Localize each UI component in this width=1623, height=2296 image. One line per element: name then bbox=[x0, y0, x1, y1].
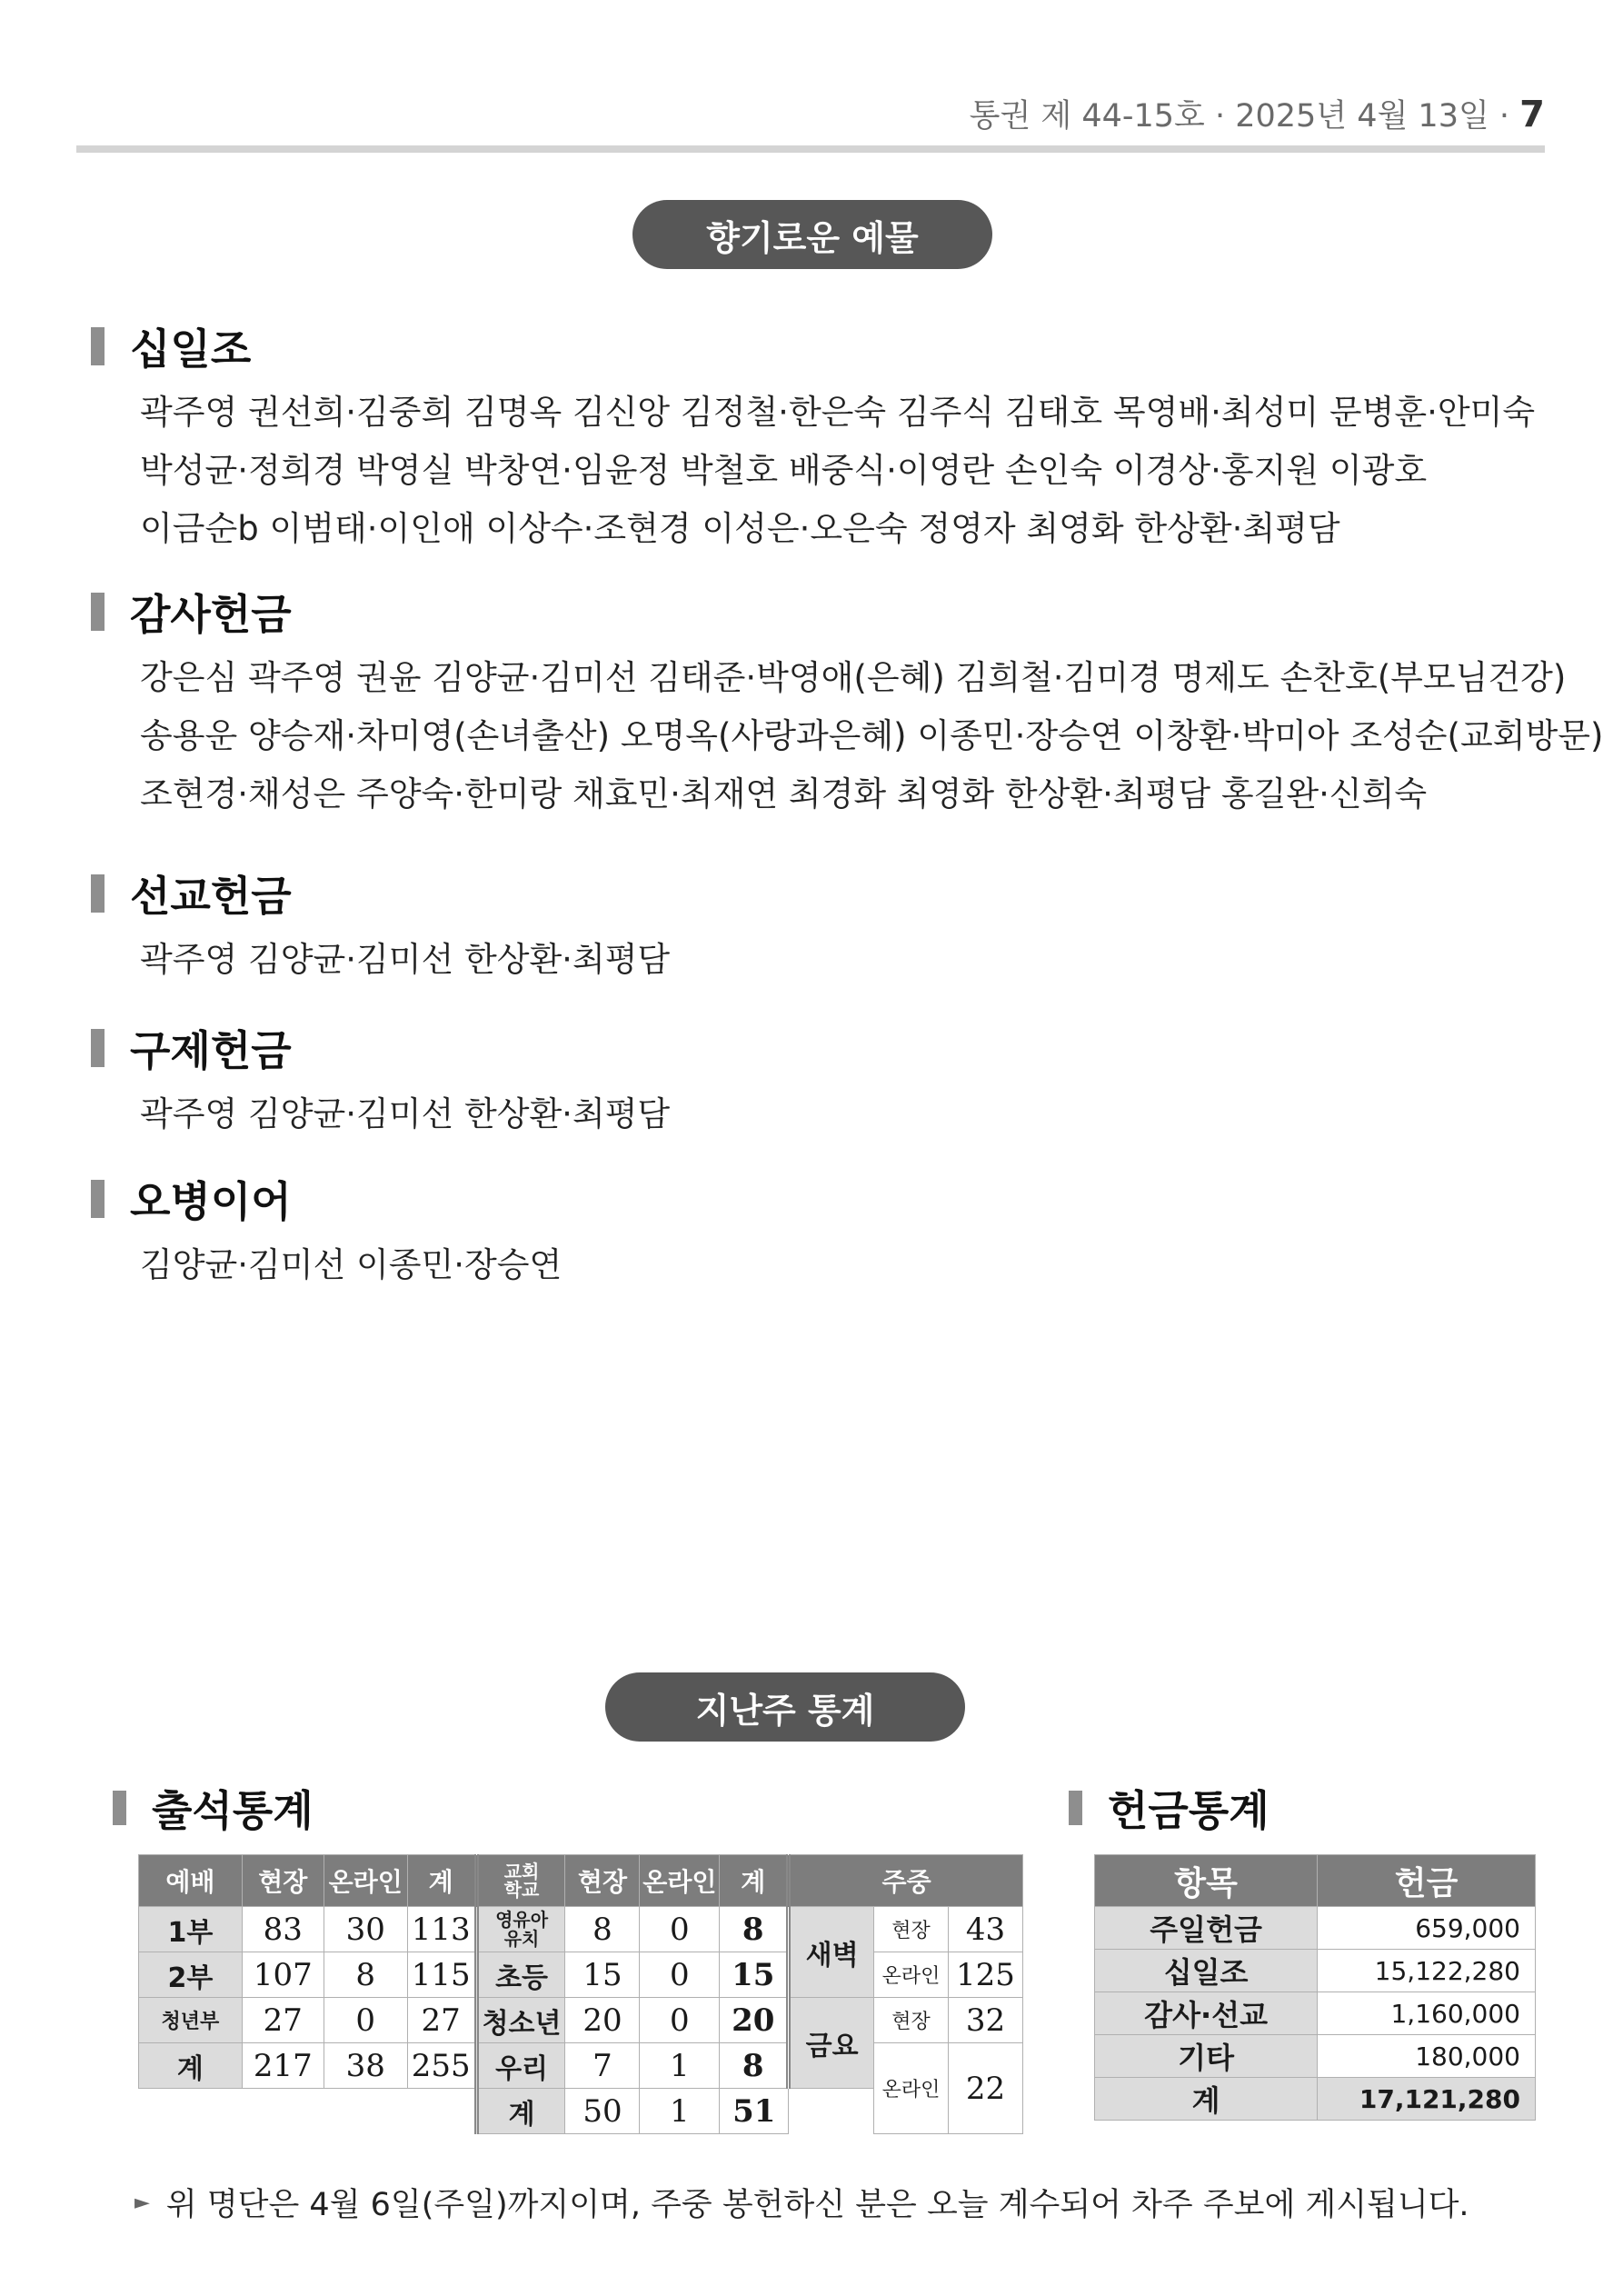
table-row bbox=[139, 1952, 1023, 1998]
cell: 15 bbox=[565, 1952, 640, 1998]
name-line: 곽주영 김양균·김미선 한상환·최평담 bbox=[140, 940, 671, 979]
cell: 7 bbox=[565, 2043, 640, 2089]
table-row bbox=[1095, 2035, 1536, 2078]
issue-info: 통권 제 44-15호 · 2025년 4월 13일 · bbox=[969, 98, 1520, 135]
row-label: 1부 bbox=[139, 1907, 243, 1952]
cell: 83 bbox=[242, 1907, 324, 1952]
attendance-table bbox=[138, 1854, 1023, 2134]
section-bar bbox=[91, 1180, 105, 1218]
cash-table bbox=[1094, 1854, 1536, 2121]
cash-title: 헌금통계 bbox=[1108, 1786, 1270, 1835]
col-header: 계 bbox=[720, 1855, 789, 1907]
cell: 113 bbox=[407, 1907, 476, 1952]
cell: 27 bbox=[407, 1998, 476, 2043]
table-row bbox=[139, 1907, 1023, 1952]
name-line: 조현경·채성은 주양숙·한미랑 채효민·최재연 최경화 최영화 한상환·최평담 홍길완·신희숙 bbox=[140, 774, 1428, 814]
section-title: 오병이어 bbox=[130, 1177, 292, 1226]
arrow-icon: ► bbox=[134, 2191, 150, 2214]
section-bar bbox=[113, 1791, 126, 1825]
section-title: 선교헌금 bbox=[130, 872, 292, 921]
row-label-top: 영유아 bbox=[495, 1908, 549, 1931]
sub-label: 온라인 bbox=[874, 1952, 949, 1998]
section-bar bbox=[91, 874, 105, 913]
cell: 217 bbox=[242, 2043, 324, 2089]
row-label: 2부 bbox=[139, 1952, 243, 1998]
attendance-title: 출석통계 bbox=[152, 1786, 314, 1835]
cell: 51 bbox=[720, 2089, 789, 2134]
row-label bbox=[476, 1907, 565, 1952]
cell: 27 bbox=[242, 1998, 324, 2043]
row-label: 청년부 bbox=[139, 1998, 243, 2043]
table-row bbox=[1095, 1907, 1536, 1950]
cell: 30 bbox=[324, 1907, 407, 1952]
col-header: 예배 bbox=[139, 1855, 243, 1907]
col-header: 온라인 bbox=[324, 1855, 407, 1907]
col-header: 온라인 bbox=[640, 1855, 720, 1907]
cell: 50 bbox=[565, 2089, 640, 2134]
col-header-school-bottom: 학교 bbox=[503, 1879, 540, 1901]
row-label-bottom: 유치 bbox=[503, 1927, 540, 1950]
col-header: 헌금 bbox=[1318, 1855, 1536, 1907]
row-label: 주일헌금 bbox=[1095, 1907, 1318, 1950]
cell: 32 bbox=[948, 1998, 1022, 2043]
row-label: 십일조 bbox=[1095, 1950, 1318, 1992]
cell: 22 bbox=[948, 2043, 1022, 2134]
cell: 255 bbox=[407, 2043, 476, 2089]
col-header: 현장 bbox=[242, 1855, 324, 1907]
cell: 43 bbox=[948, 1907, 1022, 1952]
cell: 15,122,280 bbox=[1318, 1950, 1536, 1992]
row-label: 새벽 bbox=[789, 1907, 874, 1998]
cell: 1 bbox=[640, 2043, 720, 2089]
sub-label: 현장 bbox=[874, 1998, 949, 2043]
section-thanks bbox=[91, 582, 1603, 824]
table-row-total bbox=[1095, 2078, 1536, 2121]
row-label: 초등 bbox=[476, 1952, 565, 1998]
stats-pill: 지난주 통계 bbox=[605, 1672, 965, 1742]
col-header: 항목 bbox=[1095, 1855, 1318, 1907]
section-mission bbox=[91, 863, 670, 989]
cell: 125 bbox=[948, 1952, 1022, 1998]
cash-title-row bbox=[1069, 1778, 1270, 1838]
footnote-text: 위 명단은 4월 6일(주일)까지이며, 주중 봉헌하신 분은 오늘 계수되어 차주 주보에 게시됩니다. bbox=[165, 2187, 1469, 2223]
section-bar bbox=[91, 1029, 105, 1067]
cell: 659,000 bbox=[1318, 1907, 1536, 1950]
attendance-title-row bbox=[113, 1778, 314, 1838]
spacer bbox=[139, 2089, 477, 2134]
name-line: 강은심 곽주영 권윤 김양균·김미선 김태준·박영애(은혜) 김희철·김미경 명제도 손찬호(부모님건강) bbox=[140, 658, 1567, 697]
name-line: 이금순b 이범태·이인애 이상수·조현경 이성은·오은숙 정영자 최영화 한상환·최평담 bbox=[140, 509, 1340, 548]
cell: 8 bbox=[565, 1907, 640, 1952]
table-row bbox=[139, 2043, 1023, 2089]
section-title: 십일조 bbox=[130, 324, 252, 374]
cell: 0 bbox=[640, 1998, 720, 2043]
cell: 1 bbox=[640, 2089, 720, 2134]
cell: 38 bbox=[324, 2043, 407, 2089]
section-tithe bbox=[91, 316, 1535, 558]
table-header-row bbox=[139, 1855, 1023, 1907]
header-rule bbox=[76, 145, 1545, 153]
row-label: 우리 bbox=[476, 2043, 565, 2089]
name-line: 박성균·정희경 박영실 박창연·임윤정 박철호 배중식·이영란 손인숙 이경상·홍지원 이광호 bbox=[140, 451, 1428, 490]
col-header-school bbox=[476, 1855, 565, 1907]
cell: 17,121,280 bbox=[1318, 2078, 1536, 2121]
section-relief bbox=[91, 1018, 670, 1143]
cell: 107 bbox=[242, 1952, 324, 1998]
cell: 0 bbox=[640, 1952, 720, 1998]
section-bar bbox=[91, 327, 105, 365]
row-label: 감사·선교 bbox=[1095, 1992, 1318, 2035]
sub-label: 온라인 bbox=[874, 2043, 949, 2134]
col-header-school-top: 교회 bbox=[503, 1861, 540, 1882]
row-label: 청소년 bbox=[476, 1998, 565, 2043]
cell: 0 bbox=[640, 1907, 720, 1952]
sub-label: 현장 bbox=[874, 1907, 949, 1952]
col-header: 주중 bbox=[789, 1855, 1023, 1907]
name-line: 김양균·김미선 이종민·장승연 bbox=[140, 1245, 563, 1284]
col-header: 현장 bbox=[565, 1855, 640, 1907]
footnote bbox=[134, 2180, 1469, 2225]
row-label: 계 bbox=[476, 2089, 565, 2134]
page-number: 7 bbox=[1519, 94, 1545, 135]
section-fivebread bbox=[91, 1169, 562, 1294]
cell: 180,000 bbox=[1318, 2035, 1536, 2078]
page-header bbox=[76, 87, 1545, 144]
cell: 15 bbox=[720, 1952, 789, 1998]
row-label: 금요 bbox=[789, 1998, 874, 2089]
name-line: 곽주영 김양균·김미선 한상환·최평담 bbox=[140, 1094, 671, 1133]
cell: 0 bbox=[324, 1998, 407, 2043]
section-bar bbox=[1069, 1791, 1082, 1825]
cell: 8 bbox=[720, 2043, 789, 2089]
row-label: 계 bbox=[139, 2043, 243, 2089]
section-title: 구제헌금 bbox=[130, 1026, 292, 1075]
table-row bbox=[1095, 1992, 1536, 2035]
row-label: 기타 bbox=[1095, 2035, 1318, 2078]
section-title: 감사헌금 bbox=[130, 590, 292, 639]
cell: 8 bbox=[324, 1952, 407, 1998]
cell: 1,160,000 bbox=[1318, 1992, 1536, 2035]
cell: 115 bbox=[407, 1952, 476, 1998]
cell: 8 bbox=[720, 1907, 789, 1952]
table-header-row bbox=[1095, 1855, 1536, 1907]
table-row bbox=[139, 1998, 1023, 2043]
name-line: 송용운 양승재·차미영(손녀출산) 오명옥(사랑과은혜) 이종민·장승연 이창환·박미아 조성순(교회방문) bbox=[140, 716, 1604, 755]
table-row bbox=[1095, 1950, 1536, 1992]
col-header: 계 bbox=[407, 1855, 476, 1907]
row-label: 계 bbox=[1095, 2078, 1318, 2121]
cell: 20 bbox=[565, 1998, 640, 2043]
name-line: 곽주영 권선희·김중희 김명옥 김신앙 김정철·한은숙 김주식 김태호 목영배·최성미 문병훈·안미숙 bbox=[140, 393, 1536, 432]
cell: 20 bbox=[720, 1998, 789, 2043]
section-bar bbox=[91, 593, 105, 631]
offerings-pill: 향기로운 예물 bbox=[632, 200, 992, 269]
